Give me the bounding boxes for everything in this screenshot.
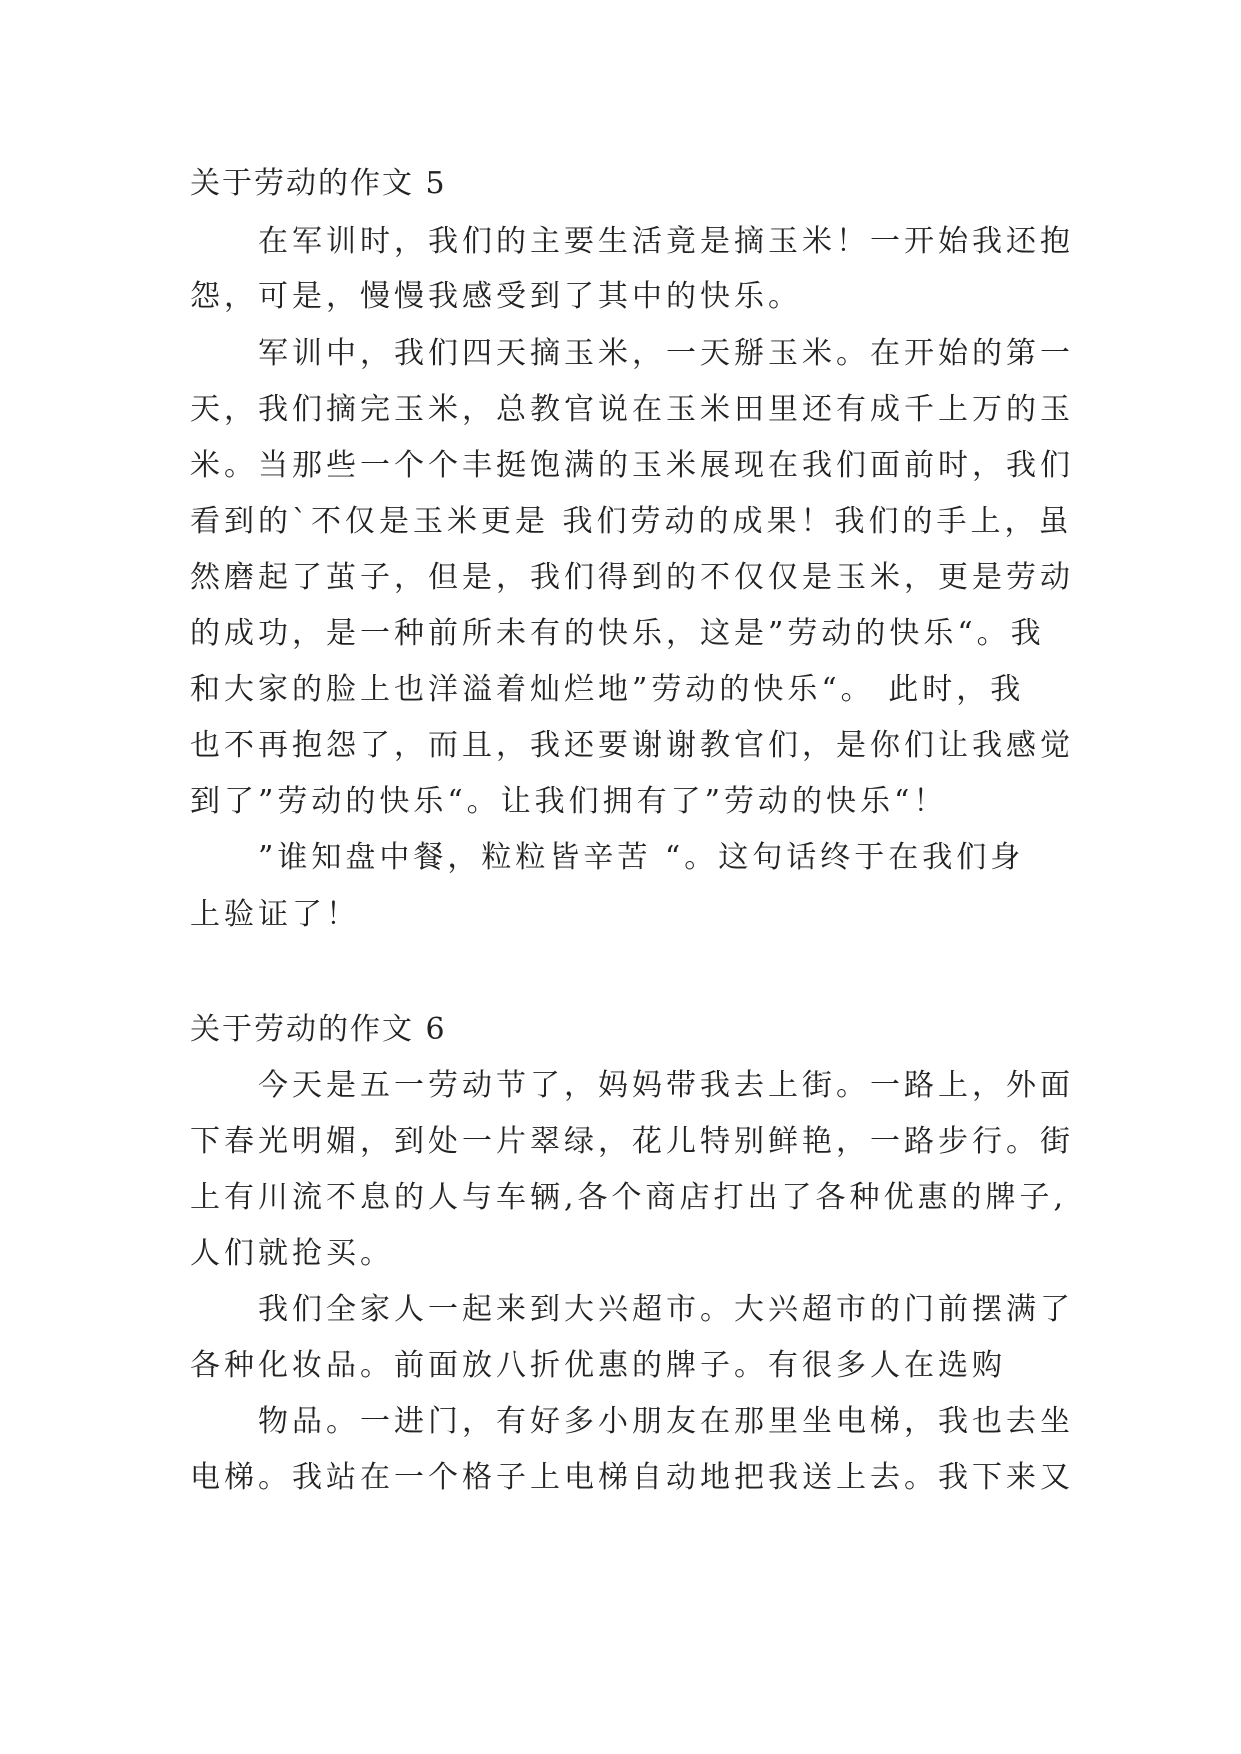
essay-6-line: 下春光明媚，到处一片翠绿，花儿特别鲜艳，一路步行。街 [190, 1124, 1074, 1159]
essay-6-line: 各种化妆品。前面放八折优惠的牌子。有很多人在选购 [190, 1348, 1006, 1383]
essay-5-line: 也不再抱怨了，而且，我还要谢谢教官们，是你们让我感觉 [190, 728, 1074, 763]
essay-5-line: 的成功，是一种前所未有的快乐，这是”劳动的快乐“。我 [190, 616, 1045, 651]
essay-5-line: 天，我们摘完玉米，总教官说在玉米田里还有成千上万的玉 [190, 392, 1074, 427]
essay-6-line: 我们全家人一起来到大兴超市。大兴超市的门前摆满了 [258, 1292, 1074, 1327]
essay-5-heading: 关于劳动的作文 5 [190, 166, 447, 201]
essay-5-line: 军训中，我们四天摘玉米，一天掰玉米。在开始的第一 [258, 336, 1074, 371]
essay-5-line: ”谁知盘中餐，粒粒皆辛苦 “。这句话终于在我们身 [258, 840, 1025, 875]
essay-5-line: 米。当那些一个个丰挺饱满的玉米展现在我们面前时，我们 [190, 448, 1074, 483]
essay-6-heading: 关于劳动的作文 6 [190, 1012, 447, 1047]
essay-6-line: 今天是五一劳动节了，妈妈带我去上街。一路上，外面 [258, 1068, 1074, 1103]
essay-6-line: 电梯。我站在一个格子上电梯自动地把我送上去。我下来又 [190, 1460, 1074, 1495]
essay-5-line: 怨，可是，慢慢我感受到了其中的快乐。 [190, 279, 802, 314]
essay-6-line: 人们就抢买。 [190, 1236, 394, 1271]
essay-5-line: 到了”劳动的快乐“。让我们拥有了”劳动的快乐“！ [190, 784, 948, 819]
essay-5-line: 在军训时，我们的主要生活竟是摘玉米！一开始我还抱 [258, 224, 1074, 259]
essay-6-line: 上有川流不息的人与车辆,各个商店打出了各种优惠的牌子, [190, 1180, 1068, 1215]
essay-5-line: 看到的`不仅是玉米更是 我们劳动的成果！我们的手上，虽 [190, 504, 1073, 539]
essay-5-line: 上验证了！ [190, 897, 360, 932]
essay-5-line: 然磨起了茧子，但是，我们得到的不仅仅是玉米，更是劳动 [190, 560, 1074, 595]
essay-5-line: 和大家的脸上也洋溢着灿烂地”劳动的快乐“。 此时，我 [190, 672, 1025, 707]
essay-6-line: 物品。一进门，有好多小朋友在那里坐电梯，我也去坐 [258, 1404, 1074, 1439]
